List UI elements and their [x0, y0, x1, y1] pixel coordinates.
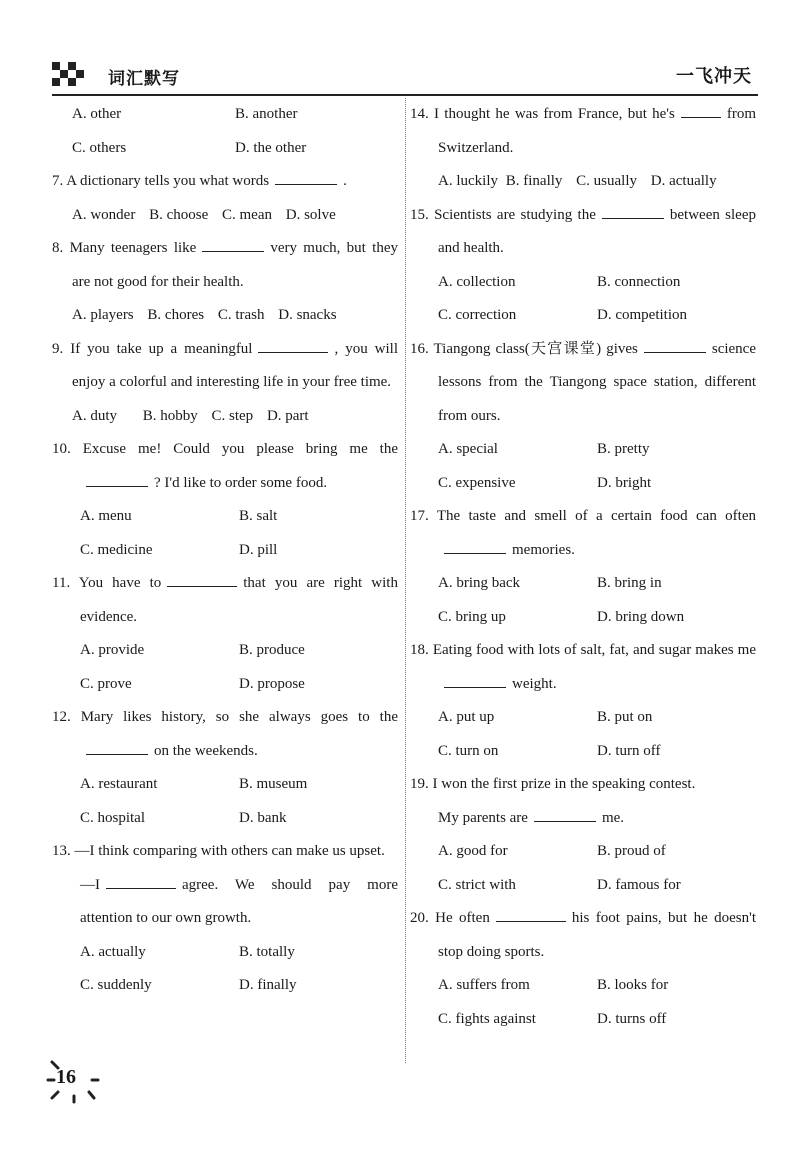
option-b: B. bring in [597, 575, 662, 591]
option-c: C. step [211, 407, 254, 424]
answer-blank[interactable] [602, 217, 664, 219]
question-19: 19. I won the first prize in the speaking contest. My parents are me. A. good for B. proud of C. strict with D. famous for [410, 768, 756, 902]
option-c: C. others [72, 139, 127, 156]
question-number: 7. [52, 173, 64, 189]
page-header [52, 56, 758, 96]
question-14: 14. I thought he was from France, but he's from Switzerland. A. luckily B. finally C. usually D. actually [410, 106, 757, 189]
option-b: B. connection [597, 273, 681, 290]
answer-blank[interactable] [86, 753, 148, 755]
brand-name: 一飞冲天 [676, 66, 752, 87]
option-a: A. put up [438, 709, 495, 725]
option-d: D. snacks [278, 307, 337, 323]
option-c: C. turn on [438, 742, 499, 759]
option-d: D. competition [597, 307, 687, 323]
question-9: 9. If you take up a meaningful , you will enjoy a colorful and interesting life in your free time. A. duty B. hobby C. step D. part [52, 340, 398, 424]
answer-blank[interactable] [644, 351, 706, 353]
question-7: 7. A dictionary tells you what words . A. wonder B. choose C. mean D. solve [52, 173, 347, 223]
question-number: 12. [52, 709, 71, 725]
option-b: B. put on [597, 709, 653, 725]
option-a: A. other [72, 106, 122, 122]
option-b: B. another [235, 106, 298, 122]
option-a: A. restaurant [80, 776, 158, 792]
answer-blank[interactable] [681, 116, 721, 118]
answer-blank[interactable] [202, 250, 264, 252]
option-d: D. actually [650, 173, 717, 189]
option-c: C. fights against [438, 1010, 536, 1027]
question-11: 11. You have to that you are right with evidence. A. provide B. produce C. prove D. propose [52, 567, 398, 701]
option-d: D. turns off [597, 1010, 667, 1027]
option-d: D. part [266, 407, 309, 424]
option-b: B. finally [505, 173, 563, 189]
left-column [52, 98, 398, 1003]
option-b: B. totally [239, 943, 295, 960]
option-c: C. usually [576, 173, 638, 189]
option-c: C. correction [438, 307, 517, 323]
option-a: A. collection [438, 273, 516, 290]
page-number: 16 [56, 1066, 76, 1088]
answer-blank[interactable] [496, 920, 566, 922]
option-a: A. bring back [438, 575, 521, 591]
option-a: A. suffers from [438, 977, 530, 993]
option-c: C. trash [217, 307, 265, 323]
option-a: A. luckily [438, 173, 498, 189]
option-c: C. medicine [80, 541, 153, 558]
option-d: D. famous for [597, 876, 681, 893]
option-a: A. duty [72, 407, 117, 424]
logo-checker-icon [52, 62, 92, 90]
option-b: B. produce [239, 642, 305, 658]
option-a: A. provide [80, 642, 145, 658]
question-13: 13. —I think comparing with others can make us upset. —I agree. We should pay more attention to our own growth. A. actually B. totally C. suddenly D. finally [52, 835, 398, 1003]
option-d: D. pill [239, 541, 278, 558]
question-15: 15. Scientists are studying the between sleep and health. A. collection B. connection C. correction D. competition [410, 199, 756, 333]
option-b: B. chores [147, 307, 205, 323]
option-b: B. hobby [142, 407, 198, 424]
question-number: 20. [410, 910, 429, 926]
option-c: C. prove [80, 675, 132, 692]
question-number: 14. [410, 106, 429, 122]
answer-blank[interactable] [444, 552, 506, 554]
option-a: A. menu [80, 508, 132, 524]
question-number: 10. [52, 441, 71, 457]
question-number: 9. [52, 340, 64, 357]
option-d: D. propose [239, 675, 305, 692]
question-number: 11. [52, 575, 71, 591]
right-column [410, 98, 756, 1036]
answer-blank[interactable] [258, 351, 328, 353]
header-rule [52, 94, 758, 96]
question-number: 16. [410, 340, 429, 357]
question-20: 20. He often his foot pains, but he doesn't stop doing sports. A. suffers from B. looks for C. fights against D. turns off [410, 902, 756, 1036]
section-title: 词汇默写 [108, 69, 180, 89]
question-12: 12. Mary likes history, so she always goes to theon the weekends. A. restaurant B. museum C. hospital D. bank [52, 701, 398, 835]
question-number: 18. [410, 642, 429, 658]
question-number: 17. [410, 508, 429, 524]
option-a: A. good for [438, 843, 508, 859]
option-d: D. bright [597, 474, 652, 491]
option-a: A. actually [80, 943, 146, 960]
option-b: B. looks for [597, 977, 669, 993]
answer-blank[interactable] [275, 183, 337, 185]
answer-blank[interactable] [167, 585, 237, 587]
column-divider [405, 98, 406, 1063]
option-d: D. solve [285, 206, 336, 223]
option-c: C. suddenly [80, 977, 152, 993]
answer-blank[interactable] [86, 485, 148, 487]
option-d: D. finally [239, 977, 297, 993]
option-d: D. turn off [597, 742, 661, 759]
question-16: 16. Tiangong class(天宫课堂) gives science lessons from the Tiangong space station, different from ours. A. special B. pretty C. expensive D. bright [410, 333, 756, 501]
question-number: 19. [410, 776, 429, 792]
option-d: D. the other [235, 139, 307, 156]
option-c: C. bring up [438, 608, 506, 625]
option-a: A. players [72, 307, 134, 323]
question-18: 18. Eating food with lots of salt, fat, and sugar makes meweight. A. put up B. put on C. turn on D. turn off [410, 634, 756, 768]
answer-blank[interactable] [444, 686, 506, 688]
option-c: C. strict with [438, 876, 516, 893]
question-10: 10. Excuse me! Could you please bring me the? I'd like to order some food. A. menu B. salt C. medicine D. pill [52, 433, 398, 567]
option-b: B. pretty [597, 441, 650, 457]
option-b: B. salt [239, 508, 278, 524]
option-b: B. choose [149, 206, 209, 223]
option-c: C. hospital [80, 809, 146, 826]
option-d: D. bank [239, 809, 287, 826]
answer-blank[interactable] [534, 820, 596, 822]
answer-blank[interactable] [106, 887, 176, 889]
question-number: 13. [52, 843, 71, 859]
option-a: A. special [438, 441, 498, 457]
question-17: 17. The taste and smell of a certain food can oftenmemories. A. bring back B. bring in C. bring up D. bring down [410, 500, 756, 634]
option-c: C. mean [222, 206, 272, 223]
question-number: 8. [52, 240, 64, 256]
option-b: B. museum [239, 776, 308, 792]
option-d: D. bring down [597, 608, 685, 625]
question-8: 8. Many teenagers like very much, but they are not good for their health. A. players B. chores C. trash D. snacks [52, 240, 398, 323]
option-a: A. wonder [72, 206, 136, 223]
option-c: C. expensive [438, 474, 516, 491]
question-6-options [52, 98, 398, 165]
question-number: 15. [410, 206, 429, 223]
option-b: B. proud of [597, 843, 666, 859]
